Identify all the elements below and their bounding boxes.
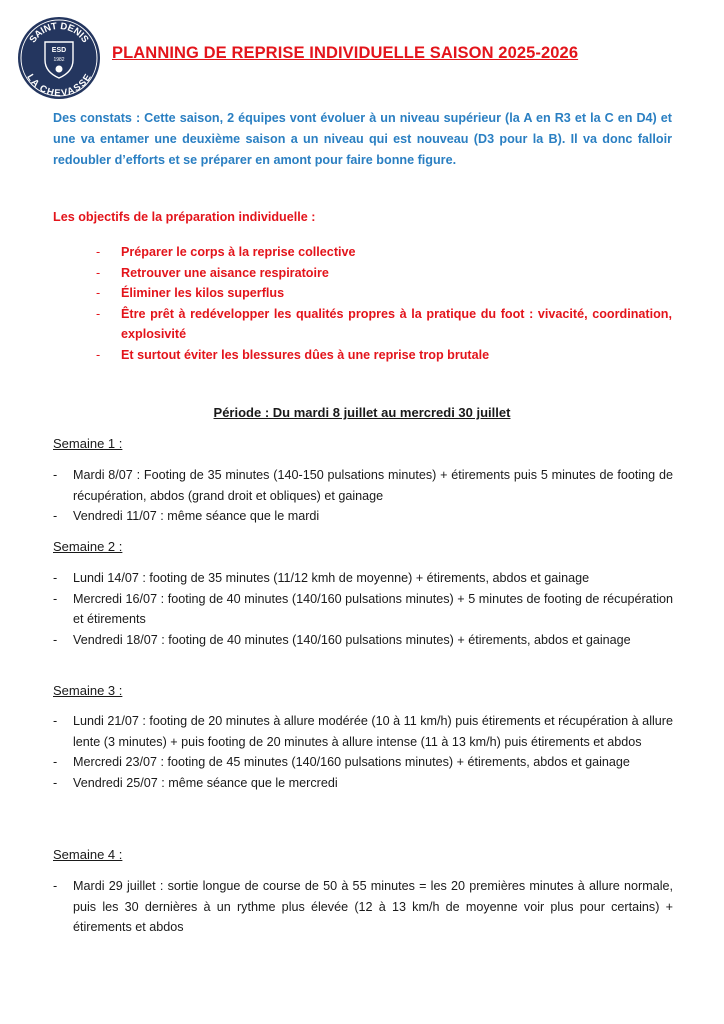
week-1-heading: Semaine 1 : <box>53 436 123 451</box>
week-3-heading: Semaine 3 : <box>53 683 123 698</box>
logo-ball-icon <box>56 66 63 73</box>
logo-text-top: SAINT DENIS <box>27 20 91 46</box>
periode-heading: Période : Du mardi 8 juillet au mercredi 30 juillet <box>213 405 511 420</box>
week-3-sessions <box>53 711 673 793</box>
objectif-item: - Éliminer les kilos superflus <box>96 286 285 300</box>
week-2-sessions <box>53 568 673 650</box>
week-4-heading: Semaine 4 : <box>53 847 123 862</box>
objectifs-heading: Les objectifs de la préparation individuelle : <box>53 210 316 224</box>
week-2-heading: Semaine 2 : <box>53 539 123 554</box>
logo-inner-text: ESD <box>51 47 67 54</box>
session-item: - Lundi 21/07 : footing de 20 minutes à allure modérée (10 à 11 km/h) puis étirements et récupération à allure lente (3 minutes) + puis footing de 20 minutes à allure intense (11 à 13 km/h) puis étirements et abdos <box>53 714 673 749</box>
objectif-item: - Et surtout éviter les blessures dûes à une reprise trop brutale <box>96 347 490 362</box>
objectif-item: - Retrouver une aisance respiratoire <box>96 265 329 280</box>
session-item: - Lundi 14/07 : footing de 35 minutes (11/12 kmh de moyenne) + étirements, abdos et gainage <box>53 571 590 585</box>
session-item: - Mercredi 23/07 : footing de 45 minutes (140/160 pulsations minutes) + étirements, abdos et gainage <box>53 755 630 769</box>
session-item: - Mardi 8/07 : Footing de 35 minutes (140-150 pulsations minutes) + étirements puis 5 minutes de footing de récupération, abdos (grand droit et obliques) et gainage <box>53 468 673 503</box>
objectif-item: - Préparer le corps à la reprise collective <box>96 245 356 259</box>
session-item: - Vendredi 11/07 : même séance que le mardi <box>53 509 320 523</box>
week-1-sessions <box>53 465 673 527</box>
constats-paragraph: Des constats : Cette saison, 2 équipes vont évoluer à un niveau supérieur (la A en R3 et la C en D4) et une va entamer une deuxième saison a un niveau qui est nouveau (D3 pour la B). Il va donc falloir redoubler d’efforts et se préparer en amont pour faire bonne figure. <box>53 111 672 167</box>
session-item: - Mercredi 16/07 : footing de 40 minutes (140/160 pulsations minutes) + 5 minutes de footing de récupération et étirements <box>53 591 673 626</box>
session-item: - Mardi 29 juillet : sortie longue de course de 50 à 55 minutes = les 20 premières minutes à allure normale, puis les 30 dernières à un rythme plus élevée (12 à 13 km/h de moyenne voir plus pour certains) + étirements et abdos <box>53 879 673 934</box>
week-4-sessions <box>53 876 673 938</box>
objectifs-list <box>96 242 672 365</box>
objectif-item: - Être prêt à redévelopper les qualités propres à la pratique du foot : vivacité, coordination, explosivité <box>96 306 672 341</box>
session-item: - Vendredi 25/07 : même séance que le mercredi <box>53 775 338 790</box>
logo-year: 1982 <box>53 57 65 63</box>
page-title: PLANNING DE REPRISE INDIVIDUELLE SAISON 2025-2026 <box>112 44 579 62</box>
session-item: - Vendredi 18/07 : footing de 40 minutes (140/160 pulsations minutes) + étirements, abdos et gainage <box>53 632 631 647</box>
club-logo <box>17 16 101 100</box>
logo-text-bottom: LA CHEVASSE <box>23 72 94 100</box>
